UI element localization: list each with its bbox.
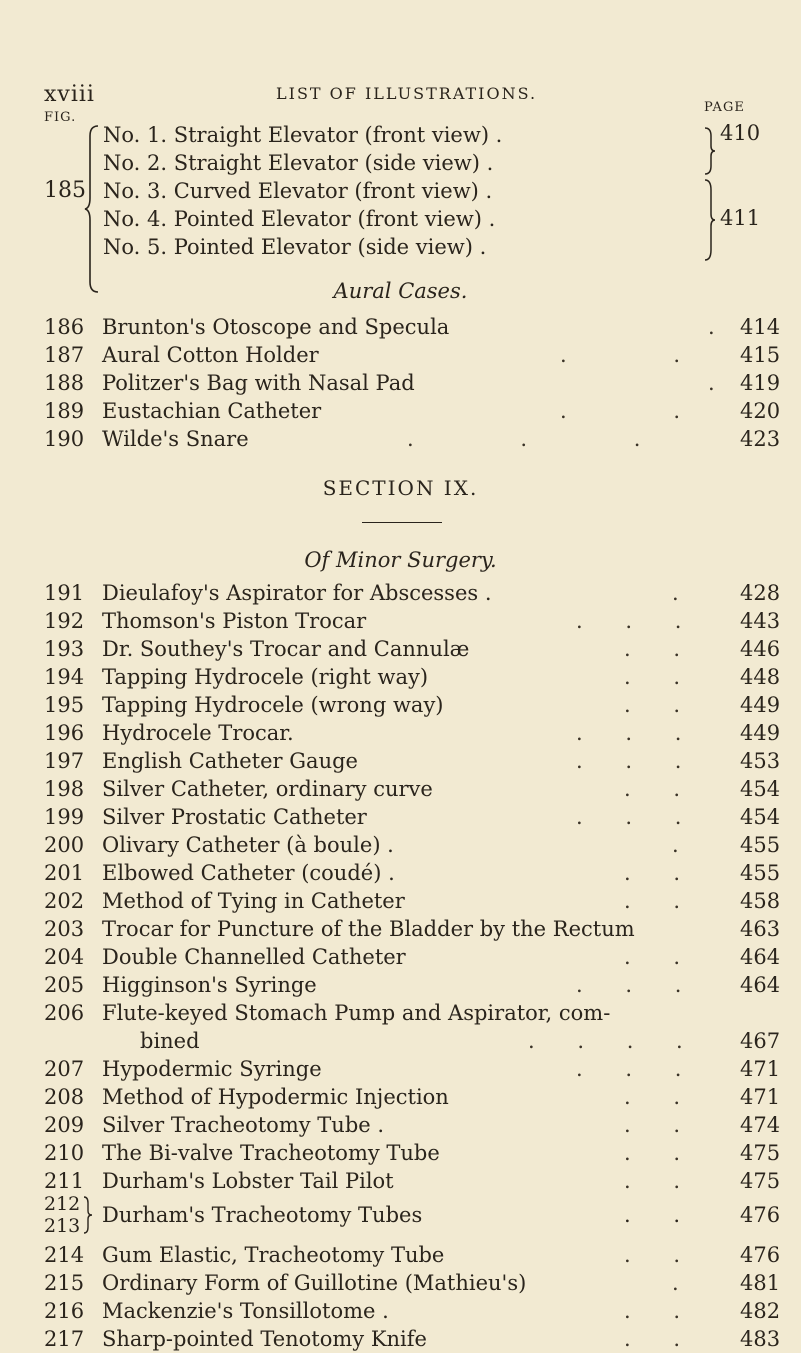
aural-heading: Aural Cases. bbox=[333, 279, 468, 303]
page-number: 455 bbox=[740, 861, 781, 885]
leader-dots: . . bbox=[624, 693, 681, 717]
list-item bbox=[0, 177, 801, 205]
page-number: 464 bbox=[740, 945, 781, 969]
leader-dots: . . . bbox=[576, 973, 682, 997]
item-title: No. 2. Straight Elevator (side view) . bbox=[103, 151, 494, 175]
leader-dots: . . . bbox=[576, 805, 682, 829]
list-item bbox=[0, 831, 801, 859]
item-title: Tapping Hydrocele (wrong way) bbox=[102, 693, 444, 717]
list-item bbox=[0, 859, 801, 887]
leader-dots: . . . bbox=[576, 1057, 682, 1081]
list-item bbox=[0, 121, 801, 149]
item-title: Sharp-pointed Tenotomy Knife bbox=[102, 1327, 427, 1351]
list-item bbox=[0, 1269, 801, 1297]
page-folio: xviii bbox=[44, 82, 95, 107]
leader-dots: . . . bbox=[576, 749, 682, 773]
list-item bbox=[0, 635, 801, 663]
item-title: Brunton's Otoscope and Specula bbox=[102, 315, 450, 339]
leader-dots: . bbox=[672, 581, 679, 605]
item-title: Ordinary Form of Guillotine (Mathieu's) bbox=[102, 1271, 527, 1295]
fig-number: 208 bbox=[44, 1085, 85, 1109]
right-brace-icon bbox=[703, 178, 717, 262]
item-title: bined bbox=[140, 1029, 200, 1053]
page-number: 475 bbox=[740, 1169, 781, 1193]
item-title: No. 5. Pointed Elevator (side view) . bbox=[103, 235, 487, 259]
fig-number: 195 bbox=[44, 693, 85, 717]
page-number: 446 bbox=[740, 637, 781, 661]
item-title: Aural Cotton Holder bbox=[102, 343, 319, 367]
leader-dots: . . bbox=[624, 1141, 681, 1165]
page-number: 410 bbox=[720, 121, 761, 145]
item-title: Silver Tracheotomy Tube . bbox=[102, 1113, 385, 1137]
right-brace-icon bbox=[703, 126, 717, 176]
item-title: Higginson's Syringe bbox=[102, 973, 317, 997]
fig-number: 200 bbox=[44, 833, 85, 857]
fig-number: 191 bbox=[44, 581, 85, 605]
leader-dots: . bbox=[708, 315, 747, 339]
item-title: Eustachian Catheter bbox=[102, 399, 322, 423]
leader-dots: . . . . bbox=[528, 1029, 683, 1053]
page-number: 419 bbox=[740, 371, 781, 395]
leader-dots: . . bbox=[624, 1327, 681, 1351]
item-title: Politzer's Bag with Nasal Pad bbox=[102, 371, 415, 395]
list-item bbox=[0, 1241, 801, 1269]
leader-dots: . . bbox=[624, 1113, 681, 1137]
page-number: 411 bbox=[720, 206, 761, 230]
page-number: 454 bbox=[740, 777, 781, 801]
item-title: Silver Prostatic Catheter bbox=[102, 805, 367, 829]
page-number: 474 bbox=[740, 1113, 781, 1137]
item-title: Trocar for Puncture of the Bladder by the Rectum bbox=[102, 917, 635, 941]
list-item bbox=[0, 1167, 801, 1195]
page-number: 482 bbox=[740, 1299, 781, 1323]
fig-number-212: 212 bbox=[44, 1193, 81, 1215]
leader-dots: . bbox=[672, 833, 679, 857]
item-title: Wilde's Snare bbox=[102, 427, 249, 451]
leader-dots: . . bbox=[560, 343, 681, 367]
item-title: Double Channelled Catheter bbox=[102, 945, 406, 969]
list-item bbox=[0, 1111, 801, 1139]
fig-number: 217 bbox=[44, 1327, 85, 1351]
item-title: Dieulafoy's Aspirator for Abscesses . bbox=[102, 581, 492, 605]
list-item bbox=[0, 341, 801, 369]
item-title: Hydrocele Trocar. bbox=[102, 721, 294, 745]
leader-dots: . . bbox=[624, 1203, 681, 1227]
item-title: Flute-keyed Stomach Pump and Aspirator, com- bbox=[102, 1001, 611, 1025]
leader-dots: . . bbox=[624, 889, 681, 913]
item-title: English Catheter Gauge bbox=[102, 749, 358, 773]
section-subheading: Of Minor Surgery. bbox=[304, 548, 497, 572]
page-number: 454 bbox=[740, 805, 781, 829]
page-number: 415 bbox=[740, 343, 781, 367]
list-item bbox=[0, 425, 801, 453]
leader-dots: . . bbox=[624, 1169, 681, 1193]
list-item bbox=[0, 149, 801, 177]
fig-number: 196 bbox=[44, 721, 85, 745]
list-item bbox=[0, 747, 801, 775]
item-title: Method of Tying in Catheter bbox=[102, 889, 405, 913]
page-column-label: PAGE bbox=[704, 100, 745, 115]
divider bbox=[362, 522, 442, 523]
list-item bbox=[0, 887, 801, 915]
page-number: 476 bbox=[740, 1243, 781, 1267]
fig-number: 215 bbox=[44, 1271, 85, 1295]
fig-number-213: 213 bbox=[44, 1215, 81, 1237]
fig-number: 211 bbox=[44, 1169, 85, 1193]
leader-dots: . . . bbox=[407, 427, 641, 451]
right-brace-icon bbox=[82, 1195, 94, 1235]
leader-dots: . bbox=[708, 371, 747, 395]
item-title: Olivary Catheter (à boule) . bbox=[102, 833, 394, 857]
item-title: The Bi-valve Tracheotomy Tube bbox=[102, 1141, 440, 1165]
fig-number: 210 bbox=[44, 1141, 85, 1165]
list-item bbox=[0, 775, 801, 803]
fig-number: 203 bbox=[44, 917, 85, 941]
list-item bbox=[0, 691, 801, 719]
page-number: 458 bbox=[740, 889, 781, 913]
fig-number: 202 bbox=[44, 889, 85, 913]
page-number: 455 bbox=[740, 833, 781, 857]
page-number: 483 bbox=[740, 1327, 781, 1351]
list-item bbox=[0, 1139, 801, 1167]
page-number: 449 bbox=[740, 693, 781, 717]
list-item bbox=[0, 607, 801, 635]
list-item bbox=[0, 397, 801, 425]
list-item bbox=[0, 1055, 801, 1083]
item-title: Durham's Tracheotomy Tubes bbox=[102, 1203, 423, 1227]
fig-number: 216 bbox=[44, 1299, 85, 1323]
fig-number: 214 bbox=[44, 1243, 85, 1267]
item-title: Dr. Southey's Trocar and Cannulæ bbox=[102, 637, 470, 661]
page-number: 475 bbox=[740, 1141, 781, 1165]
list-item bbox=[0, 943, 801, 971]
list-item bbox=[0, 803, 801, 831]
list-item bbox=[0, 313, 801, 341]
fig-number-185: 185 bbox=[44, 178, 86, 203]
leader-dots: . bbox=[672, 1271, 679, 1295]
list-item bbox=[0, 1083, 801, 1111]
list-item bbox=[0, 719, 801, 747]
fig-number: 193 bbox=[44, 637, 85, 661]
item-title: Method of Hypodermic Injection bbox=[102, 1085, 449, 1109]
item-title: Thomson's Piston Trocar bbox=[102, 609, 367, 633]
fig-number: 206 bbox=[44, 1001, 85, 1025]
item-title: Hypodermic Syringe bbox=[102, 1057, 322, 1081]
leader-dots: . . bbox=[560, 399, 681, 423]
page-number: 471 bbox=[740, 1085, 781, 1109]
leader-dots: . . bbox=[624, 1299, 681, 1323]
fig-number: 190 bbox=[44, 427, 85, 451]
page-number: 448 bbox=[740, 665, 781, 689]
page-number: 463 bbox=[740, 917, 781, 941]
page-number: 443 bbox=[740, 609, 781, 633]
item-title: Mackenzie's Tonsillotome . bbox=[102, 1299, 389, 1323]
fig-number: 207 bbox=[44, 1057, 85, 1081]
page-number: 423 bbox=[740, 427, 781, 451]
leader-dots: . . bbox=[624, 637, 681, 661]
page-number: 453 bbox=[740, 749, 781, 773]
fig-number: 198 bbox=[44, 777, 85, 801]
leader-dots: . . . bbox=[576, 721, 682, 745]
list-item bbox=[0, 999, 801, 1027]
list-item bbox=[0, 1325, 801, 1353]
leader-dots: . . bbox=[624, 777, 681, 801]
fig-number: 204 bbox=[44, 945, 85, 969]
leader-dots: . . bbox=[624, 1085, 681, 1109]
page-number: 467 bbox=[740, 1029, 781, 1053]
fig-number: 194 bbox=[44, 665, 85, 689]
list-item bbox=[0, 205, 801, 233]
fig-number: 205 bbox=[44, 973, 85, 997]
fig-number: 189 bbox=[44, 399, 85, 423]
page-number: 464 bbox=[740, 973, 781, 997]
item-title: Elbowed Catheter (coudé) . bbox=[102, 861, 395, 885]
item-title: Silver Catheter, ordinary curve bbox=[102, 777, 433, 801]
running-title: LIST OF ILLUSTRATIONS. bbox=[276, 84, 538, 103]
list-item bbox=[0, 971, 801, 999]
list-item bbox=[0, 579, 801, 607]
item-title: Durham's Lobster Tail Pilot bbox=[102, 1169, 394, 1193]
fig-column-label: FIG. bbox=[44, 110, 77, 125]
item-title: No. 1. Straight Elevator (front view) . bbox=[103, 123, 503, 147]
section-heading: SECTION IX. bbox=[322, 476, 479, 500]
page-number: 420 bbox=[740, 399, 781, 423]
list-item bbox=[0, 663, 801, 691]
page-number: 449 bbox=[740, 721, 781, 745]
leader-dots: . . bbox=[624, 945, 681, 969]
fig-number: 188 bbox=[44, 371, 85, 395]
item-title: No. 3. Curved Elevator (front view) . bbox=[103, 179, 493, 203]
page-number: 414 bbox=[740, 315, 781, 339]
item-title: Tapping Hydrocele (right way) bbox=[102, 665, 429, 689]
fig-number: 201 bbox=[44, 861, 85, 885]
fig-number: 197 bbox=[44, 749, 85, 773]
leader-dots: . . bbox=[624, 861, 681, 885]
list-item bbox=[0, 1027, 801, 1055]
item-title: Gum Elastic, Tracheotomy Tube bbox=[102, 1243, 445, 1267]
page-number: 428 bbox=[740, 581, 781, 605]
fig-number: 192 bbox=[44, 609, 85, 633]
list-item bbox=[0, 233, 801, 261]
page-number: 481 bbox=[740, 1271, 781, 1295]
fig-number: 199 bbox=[44, 805, 85, 829]
list-item bbox=[0, 369, 801, 397]
leader-dots: . . bbox=[624, 665, 681, 689]
item-title: No. 4. Pointed Elevator (front view) . bbox=[103, 207, 496, 231]
list-item bbox=[0, 915, 801, 943]
leader-dots: . . bbox=[624, 1243, 681, 1267]
fig-number: 187 bbox=[44, 343, 85, 367]
page-number: 471 bbox=[740, 1057, 781, 1081]
fig-number: 209 bbox=[44, 1113, 85, 1137]
list-item bbox=[0, 1297, 801, 1325]
fig-number: 186 bbox=[44, 315, 85, 339]
page-number: 476 bbox=[740, 1203, 781, 1227]
leader-dots: . . . bbox=[576, 609, 682, 633]
list-item bbox=[0, 1193, 801, 1247]
